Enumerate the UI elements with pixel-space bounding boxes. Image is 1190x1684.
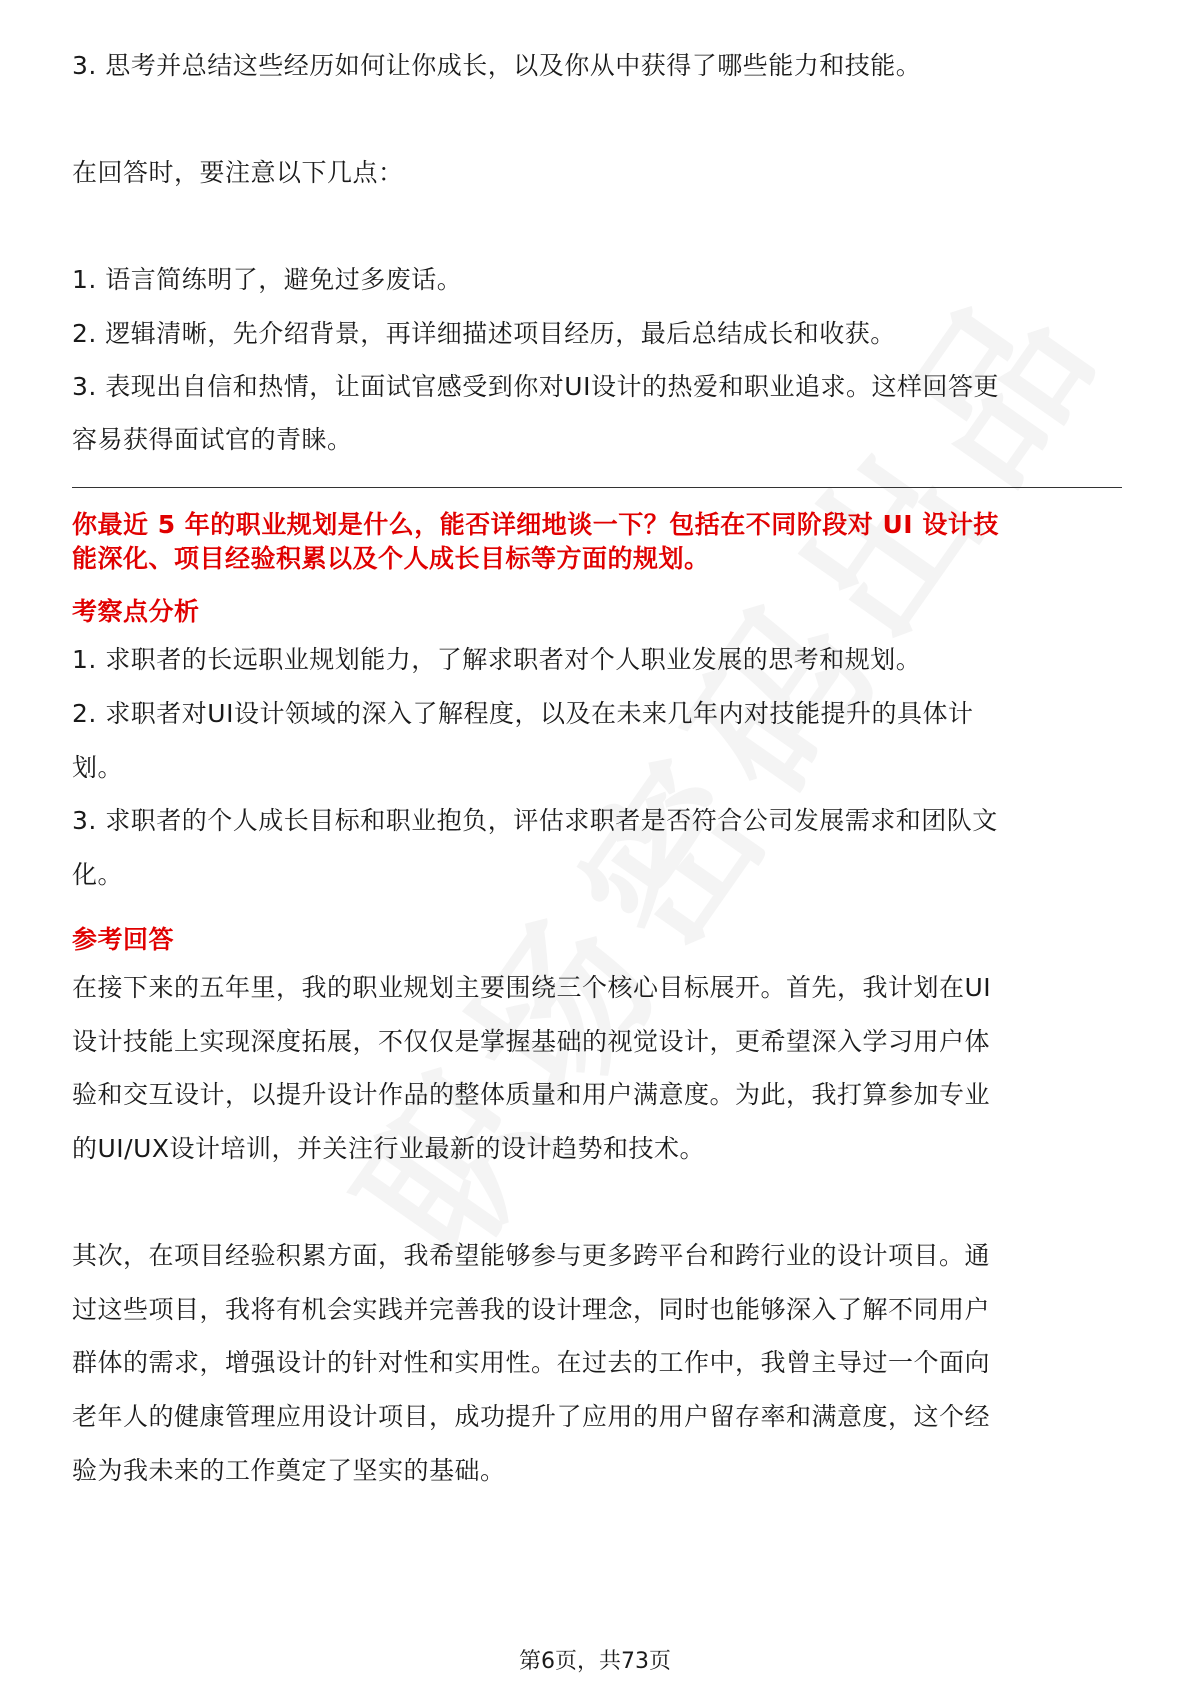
- answer-line: 设计技能上实现深度拓展，不仅仅是掌握基础的视觉设计，更希望深入学习用户体: [72, 1027, 991, 1056]
- analysis-line: 1. 求职者的长远职业规划能力，了解求职者对个人职业发展的思考和规划。: [72, 645, 922, 674]
- intro-line: 在回答时，要注意以下几点：: [72, 158, 404, 187]
- intro-line: 3. 思考并总结这些经历如何让你成长，以及你从中获得了哪些能力和技能。: [72, 51, 922, 80]
- analysis-line: 2. 求职者对UI设计领域的深入了解程度，以及在未来几年内对技能提升的具体计: [72, 699, 974, 728]
- intro-line: 容易获得面试官的青睐。: [72, 425, 353, 454]
- answer-line: 老年人的健康管理应用设计项目，成功提升了应用的用户留存率和满意度，这个经: [72, 1402, 991, 1431]
- analysis-line: 3. 求职者的个人成长目标和职业抱负，评估求职者是否符合公司发展需求和团队文: [72, 806, 998, 835]
- question-line: 你最近 5 年的职业规划是什么，能否详细地谈一下？包括在不同阶段对 UI 设计技: [72, 510, 999, 539]
- page-number: 第6页，共73页: [519, 1649, 671, 1674]
- answer-line: 在接下来的五年里，我的职业规划主要围绕三个核心目标展开。首先，我计划在UI: [72, 973, 992, 1002]
- answer-line: 其次，在项目经验积累方面，我希望能够参与更多跨平台和跨行业的设计项目。通: [72, 1241, 991, 1270]
- answer-heading: 参考回答: [72, 925, 175, 954]
- analysis-line: 化。: [72, 860, 124, 889]
- question-line: 能深化、项目经验积累以及个人成长目标等方面的规划。: [72, 544, 710, 573]
- answer-line: 群体的需求，增强设计的针对性和实用性。在过去的工作中，我曾主导过一个面向: [72, 1348, 991, 1377]
- answer-line: 的UI/UX设计培训，并关注行业最新的设计趋势和技术。: [72, 1134, 706, 1163]
- section-divider: [72, 487, 1122, 488]
- analysis-heading: 考察点分析: [72, 597, 200, 626]
- answer-line: 过这些项目，我将有机会实践并完善我的设计理念，同时也能够深入了解不同用户: [72, 1295, 991, 1324]
- answer-line: 验和交互设计，以提升设计作品的整体质量和用户满意度。为此，我打算参加专业: [72, 1080, 991, 1109]
- intro-line: 2. 逻辑清晰，先介绍背景，再详细描述项目经历，最后总结成长和收获。: [72, 319, 896, 348]
- intro-line: 3. 表现出自信和热情，让面试官感受到你对UI设计的热爱和职业追求。这样回答更: [72, 372, 999, 401]
- answer-line: 验为我未来的工作奠定了坚实的基础。: [72, 1456, 506, 1485]
- analysis-line: 划。: [72, 753, 124, 782]
- intro-line: 1. 语言简练明了，避免过多废话。: [72, 265, 463, 294]
